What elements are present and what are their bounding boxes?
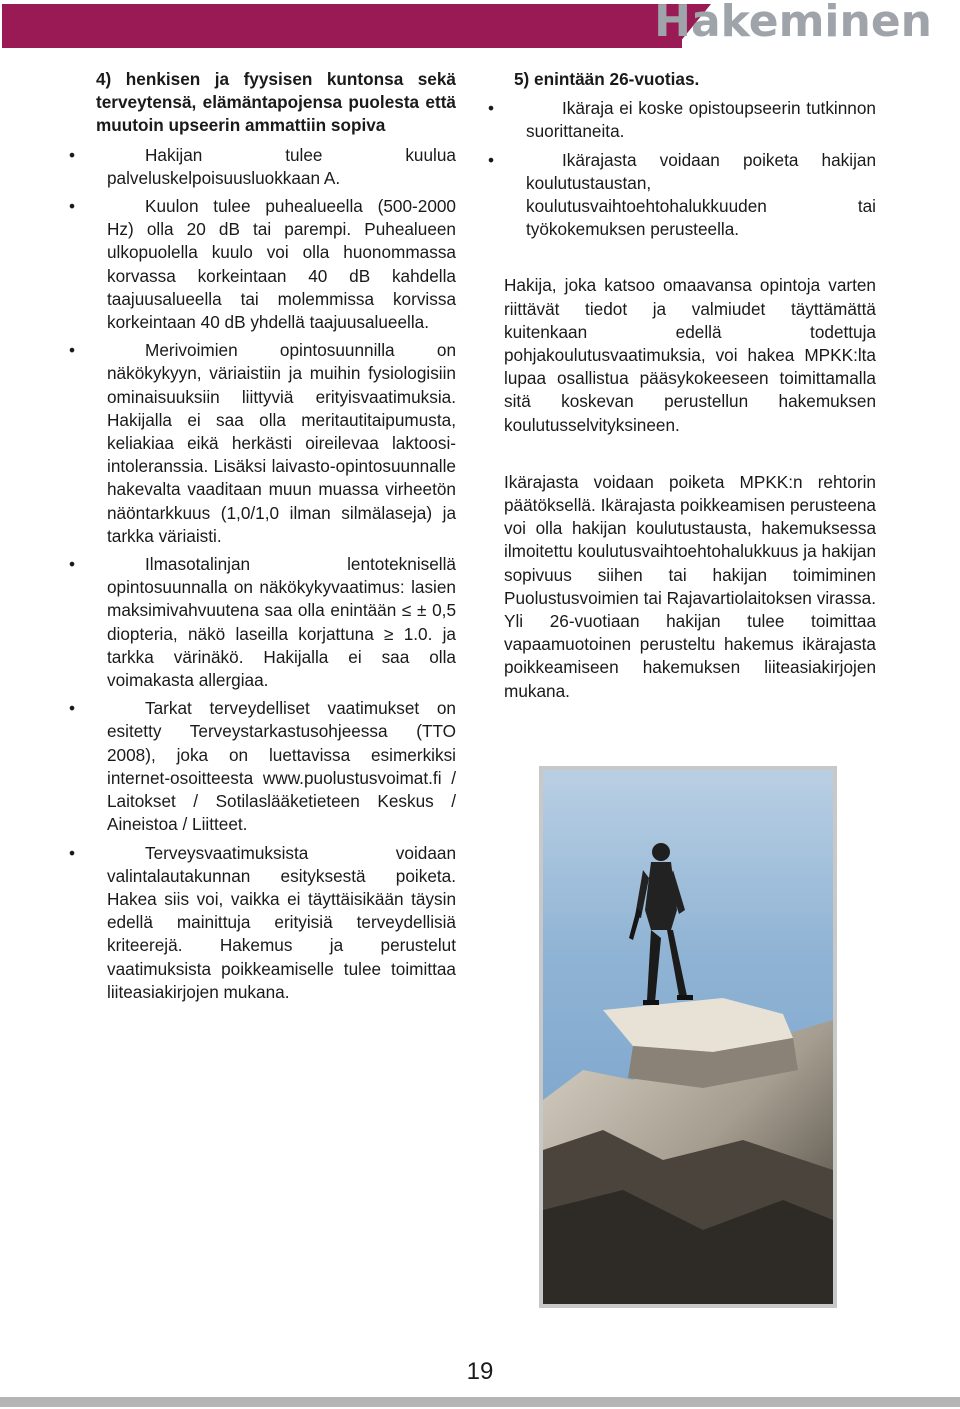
header-band	[2, 4, 682, 48]
list-item: • Ikärajasta voidaan poiketa hakijan koulutustaustan, koulutusvaihtoehtohalukkuuden tai työkokemuksen perusteella.	[488, 149, 876, 240]
photo-illustration	[543, 770, 833, 1304]
bullet-icon: •	[488, 149, 495, 170]
page-number: 19	[466, 1358, 494, 1385]
bullet-icon: •	[69, 144, 76, 165]
exception-paragraph: Hakija, joka katsoo omaavansa opintoja varten riittävät tiedot ja valmiudet täyttämättä kuitenkaan edellä todettuja pohjakoulutusvaatimuksia, voi hakea MPKK:lta lupaa osallistua pääsykokeeseen toimittamalla sitä koskevan perustellun hakemuksen koulutusselvityksineen.	[504, 275, 876, 435]
list-item: • Ilmasotalinjan lentoteknisellä opintosuunnalla on näkökykyvaatimus: lasien maksimivahvuutena saa olla enintään ≤ ± 0,5 diopteria, näkö laseilla korjattuna ≥ 1.0. ja tarkka värinäkö. Hakijalla ei saa olla voimakasta allergiaa.	[69, 554, 456, 691]
left-column	[69, 68, 456, 1009]
bullet-icon: •	[69, 698, 76, 719]
bullet-icon: •	[69, 340, 76, 361]
requirement-5-bullets	[488, 97, 876, 241]
list-item: • Hakijan tulee kuulua palveluskelpoisuusluokkaan A.	[69, 144, 456, 188]
footer-band	[0, 1397, 960, 1407]
list-item: • Merivoimien opintosuunnilla on näkökykyyn, väriaistiin ja muihin fysiologisiin ominaisuuksiin liittyviä erityisvaatimuksia. Hakijalla ei saa olla meritautitaipumusta, keliakiaa eikä herkästi oireilevaa laktoosi-intoleranssia. Lisäksi laivasto-opintosuunnalle hakevalta vaaditaan muun muassa virheetön näöntarkkuus (1,0/1,0 ilman silmälaseja) ja tarkka väriaisti.	[69, 340, 456, 546]
list-item: • Ikäraja ei koske opistoupseerin tutkinnon suorittaneita.	[488, 98, 876, 142]
section-title: Hakeminen	[654, 0, 932, 47]
requirement-4-heading: 4) henkisen ja fyysisen kuntonsa sekä terveytensä, elämäntapojensa puolesta että muutoin upseerin ammattiin sopiva	[96, 69, 456, 136]
bullet-icon: •	[69, 554, 76, 575]
bullet-icon: •	[488, 98, 495, 119]
soldier-on-rocks-photo	[539, 766, 837, 1308]
requirement-4-bullets	[69, 144, 456, 1004]
list-item: • Kuulon tulee puhealueella (500-2000 Hz) olla 20 dB tai parempi. Puhealueen ulkopuolella kuulo voi olla huonommassa korvassa korkeintaan 40 dB kahdella taajuusalueella tai molemmissa korvissa korkeintaan 40 dB yhdellä taajuusalueella.	[69, 196, 456, 333]
list-item: • Terveysvaatimuksista voidaan valintalautakunnan esityksestä poiketa. Hakea siis voi, vaikka ei täyttäisikään täysin edellä mainittuja erityisiä terveydellisiä kriteerejä. Hakemus ja perustelut vaatimuksista poikkeamiselle tulee toimittaa liiteasiakirjojen mukana.	[69, 842, 456, 1002]
bullet-icon: •	[69, 196, 76, 217]
age-exception-paragraph: Ikärajasta voidaan poiketa MPKK:n rehtorin päätöksellä. Ikärajasta poikkeamisen perusteena voi olla hakijan koulutustausta, hakemuksessa ilmoitettu koulutusvaihtoehtohalukkuus ja hakijan sopivuus siihen tai hakijan toimiminen Puolustusvoimien tai Rajavartiolaitoksen virassa. Yli 26-vuotiaan hakijan tulee toimittaa vapaamuotoinen perusteltu hakemus ikärajasta poikkeamiseen hakemuksen liiteasiakirjojen mukana.	[504, 471, 876, 701]
list-item: • Tarkat terveydelliset vaatimukset on esitetty Terveystarkastusohjeessa (TTO 2008), joka on luettavissa esimerkiksi internet-osoitteesta www.puolustusvoimat.fi / Laitokset / Sotilaslääketieteen Keskus / Aineistoa / Liitteet.	[69, 698, 456, 835]
bullet-icon: •	[69, 842, 76, 863]
right-column	[488, 68, 876, 703]
requirement-5-heading: 5) enintään 26-vuotias.	[514, 69, 700, 89]
